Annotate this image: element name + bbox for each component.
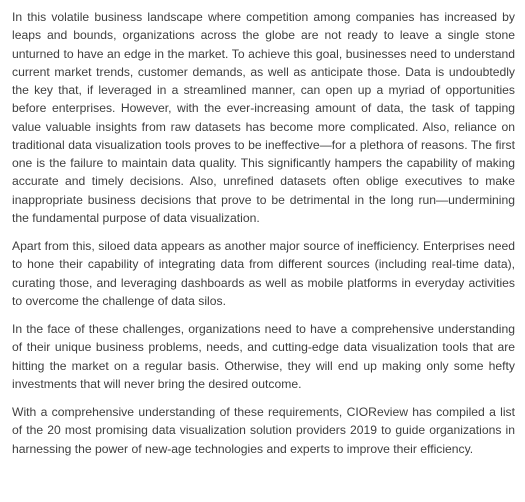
- article-paragraph-4: With a comprehensive understanding of these requirements, CIOReview has compiled a list of the 20 most promising data visualization solution providers 2019 to guide organizations in harnessing the power of new-age technologies and experts to improve their efficiency.: [12, 405, 515, 456]
- article-paragraph-3: In the face of these challenges, organizations need to have a comprehensive understanding of their unique business problems, needs, and cutting-edge data visualization tools that are hitting the market on a regular basis. Otherwise, they will end up making only some hefty investments that will never bring the desired outcome.: [12, 322, 515, 391]
- article-paragraph-2: Apart from this, siloed data appears as another major source of inefficiency. Enterprises need to hone their capability of integrating data from different sources (including real-time data), curating those, and leveraging dashboards as well as mobile platforms in everyday activities to overcome the challenge of data silos.: [12, 239, 515, 308]
- article-paragraph-1: In this volatile business landscape where competition among companies has increased by leaps and bounds, organizations across the globe are not ready to leave a single stone unturned to have an edge in the market. To achieve this goal, businesses need to understand current market trends, customer demands, as well as anticipate those. Data is undoubtedly the key that, if leveraged in a streamlined manner, can open up a myriad of opportunities before enterprises. However, with the ever-increasing amount of data, the task of tapping value valuable insights from raw datasets has become more complicated. Also, reliance on traditional data visualization tools proves to be ineffective—for a plethora of reasons. The first one is the failure to maintain data quality. This significantly hampers the capability of making accurate and timely decisions. Also, unrefined datasets often oblige executives to make inappropriate business decisions that prove to be detrimental in the long run—undermining the fundamental purpose of data visualization.: [12, 10, 515, 225]
